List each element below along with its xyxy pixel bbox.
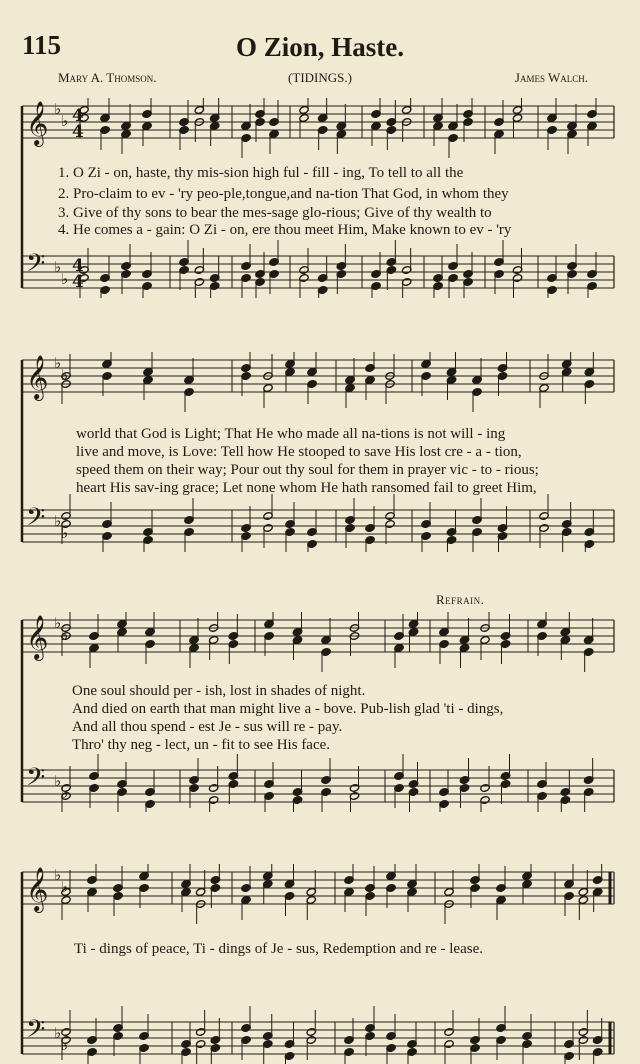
time-signature-digit: 4: [72, 122, 84, 142]
bass-clef-icon: 𝄢: [26, 249, 46, 284]
system-3-verse-3: And all thou spend - est Je - sus will re - pay.: [72, 719, 343, 735]
hymn-number: 115: [22, 30, 62, 60]
flat-sign-icon: ♭: [61, 112, 69, 130]
treble-clef-icon: 𝄞: [26, 615, 49, 659]
flat-sign-icon: ♭: [61, 366, 69, 384]
bass-clef-icon: 𝄢: [26, 763, 46, 798]
system-2-verse-2: live and move, is Love: Tell how He stooped to save His lost cre - a - tion,: [76, 444, 522, 460]
system-3-verse-1: One soul should per - ish, lost in shades of night.: [72, 683, 366, 699]
flat-sign-icon: ♭: [54, 772, 62, 790]
time-signature-digit: 4: [72, 106, 84, 126]
time-signature-digit: 4: [72, 272, 84, 292]
system-1-verse-1: 1. O Zi - on, haste, thy mis-sion high ful - fill - ing, To tell to all the: [58, 165, 464, 181]
flat-sign-icon: ♭: [54, 258, 62, 276]
flat-sign-icon: ♭: [54, 354, 62, 372]
system-3-verse-4: Thro' thy neg - lect, un - fit to see His face.: [72, 737, 331, 753]
system-4-staves: [0, 864, 640, 1064]
flat-sign-icon: ♭: [61, 626, 69, 644]
flat-sign-icon: ♭: [61, 524, 69, 542]
flat-sign-icon: ♭: [54, 512, 62, 530]
flat-sign-icon: ♭: [54, 100, 62, 118]
flat-sign-icon: ♭: [61, 1036, 69, 1054]
bass-clef-icon: 𝄢: [26, 503, 46, 538]
flat-sign-icon: ♭: [54, 614, 62, 632]
bass-clef-icon: 𝄢: [26, 1015, 46, 1050]
treble-clef-icon: 𝄞: [26, 355, 49, 399]
refrain-label: Refrain.: [436, 592, 485, 607]
system-4-verse-1: Ti - dings of peace, Ti - dings of Je - sus, Redemption and re - lease.: [74, 941, 483, 957]
flat-sign-icon: ♭: [61, 784, 69, 802]
system-2-verse-3: speed them on their way; Pour out thy soul for them in prayer vic - to - rious;: [76, 462, 539, 478]
treble-clef-icon: 𝄞: [26, 867, 49, 911]
time-signature-digit: 4: [72, 256, 84, 276]
author-credit: Mary A. Thomson.: [58, 70, 157, 85]
hymn-title: O Zion, Haste.: [235, 32, 404, 62]
system-2-verse-1: world that God is Light; That He who made all na-tions is not will - ing: [76, 426, 506, 442]
treble-clef-icon: 𝄞: [26, 101, 49, 145]
flat-sign-icon: ♭: [54, 1024, 62, 1042]
system-1-verse-4: 4. He comes a - gain: O Zi - on, ere thou meet Him, Make known to ev - 'ry: [58, 222, 512, 238]
flat-sign-icon: ♭: [61, 878, 69, 896]
flat-sign-icon: ♭: [61, 270, 69, 288]
system-1-verse-3: 3. Give of thy sons to bear the mes-sage glo-rious; Give of thy wealth to: [58, 205, 492, 221]
tune-name: (TIDINGS.): [288, 70, 352, 85]
system-3-verse-2: And died on earth that man might live a - bove. Pub-lish glad 'ti - dings,: [72, 701, 504, 717]
system-2-verse-4: heart His sav-ing grace; Let none whom He hath ransomed fail to greet Him,: [76, 480, 537, 496]
composer-credit: James Walch.: [514, 70, 588, 85]
flat-sign-icon: ♭: [54, 866, 62, 884]
system-1-verse-2: 2. Pro-claim to ev - 'ry peo-ple,tongue,and na-tion That God, in whom they: [58, 186, 509, 202]
